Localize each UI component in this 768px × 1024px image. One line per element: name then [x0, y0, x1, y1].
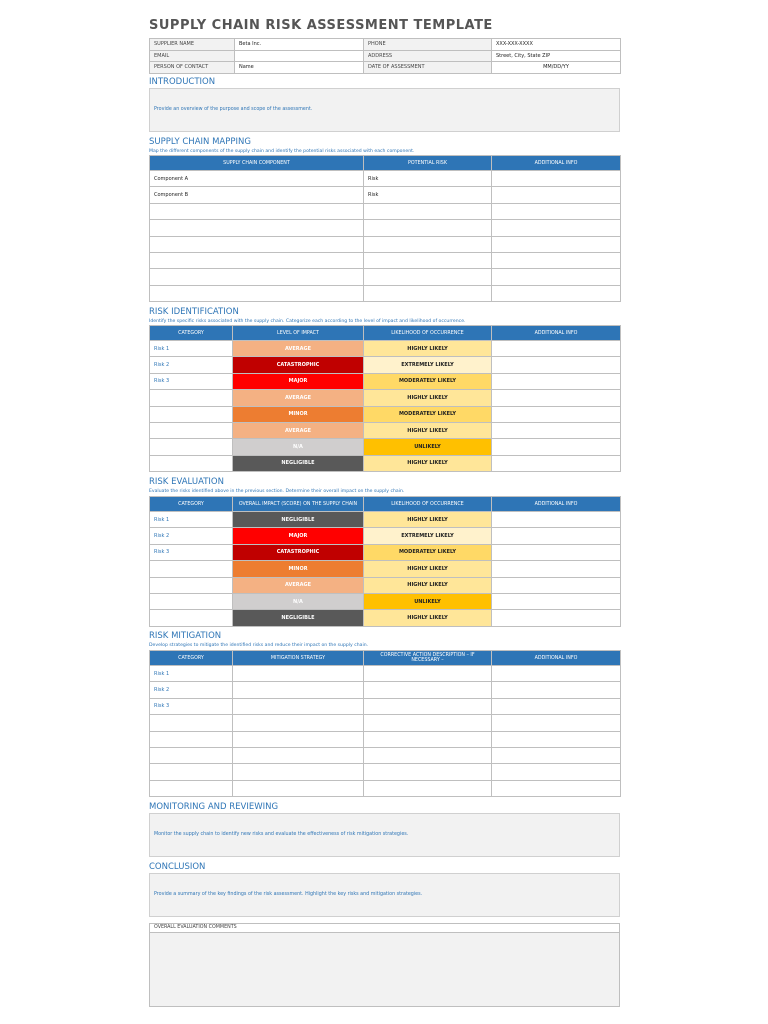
supplier-name-field[interactable]: Beta Inc. [235, 39, 364, 51]
component-cell[interactable]: Component A [150, 171, 364, 187]
column-header: LIKELIHOOD OF OCCURRENCE [364, 326, 492, 341]
info-cell[interactable] [492, 171, 621, 187]
overall-comments-header [150, 924, 619, 933]
category-cell[interactable] [150, 715, 233, 731]
column-header: ADDITIONAL INFO [492, 651, 621, 666]
likelihood-cell[interactable]: HIGHLY LIKELY [364, 422, 492, 438]
strategy-cell[interactable] [233, 666, 364, 682]
introduction-heading: INTRODUCTION [149, 77, 216, 87]
corrective-action-cell[interactable] [364, 731, 492, 747]
category-cell[interactable] [150, 561, 233, 577]
category-cell[interactable]: Risk 2 [150, 357, 233, 373]
table-row [150, 593, 621, 609]
category-cell[interactable]: Risk 2 [150, 528, 233, 544]
monitoring-box[interactable] [149, 813, 620, 857]
info-cell[interactable] [492, 406, 621, 422]
category-cell[interactable] [150, 422, 233, 438]
table-row [150, 666, 621, 682]
category-cell[interactable] [150, 610, 233, 626]
info-cell[interactable] [492, 593, 621, 609]
impact-cell[interactable]: NEGLIGIBLE [233, 512, 364, 528]
category-cell[interactable] [150, 406, 233, 422]
column-header: ADDITIONAL INFO [492, 156, 621, 171]
conclusion-heading: CONCLUSION [149, 862, 206, 872]
table-row [150, 577, 621, 593]
info-cell[interactable] [492, 390, 621, 406]
component-cell[interactable] [150, 236, 364, 252]
likelihood-cell[interactable]: HIGHLY LIKELY [364, 341, 492, 357]
table-row [150, 544, 621, 560]
table-row [150, 715, 621, 731]
column-header: CORRECTIVE ACTION DESCRIPTION – IF NECESSARY – [364, 651, 492, 666]
corrective-action-cell[interactable] [364, 698, 492, 714]
column-header: LEVEL OF IMPACT [233, 326, 364, 341]
info-cell[interactable] [492, 764, 621, 780]
category-cell[interactable] [150, 731, 233, 747]
table-row [150, 747, 621, 763]
table-row [150, 269, 621, 285]
table-row [150, 561, 621, 577]
info-cell[interactable] [492, 341, 621, 357]
risk-cell[interactable]: Risk [364, 187, 492, 203]
info-cell[interactable] [492, 203, 621, 219]
table-row [150, 406, 621, 422]
info-cell[interactable] [492, 236, 621, 252]
info-cell[interactable] [492, 455, 621, 471]
table-row [150, 731, 621, 747]
mitigation-table [149, 650, 621, 797]
corrective-action-cell[interactable] [364, 666, 492, 682]
category-cell[interactable] [150, 780, 233, 796]
info-cell[interactable] [492, 577, 621, 593]
strategy-cell[interactable] [233, 780, 364, 796]
risk-cell[interactable] [364, 203, 492, 219]
likelihood-cell[interactable]: HIGHLY LIKELY [364, 390, 492, 406]
risk-cell[interactable]: Risk [364, 171, 492, 187]
info-cell[interactable] [492, 561, 621, 577]
risk-cell[interactable] [364, 220, 492, 236]
info-cell[interactable] [492, 747, 621, 763]
impact-cell[interactable]: AVERAGE [233, 422, 364, 438]
column-header: SUPPLY CHAIN COMPONENT [150, 156, 364, 171]
table-row [150, 203, 621, 219]
evaluation-heading: RISK EVALUATION [149, 477, 224, 487]
impact-cell[interactable]: MAJOR [233, 373, 364, 389]
info-cell[interactable] [492, 610, 621, 626]
likelihood-cell[interactable]: HIGHLY LIKELY [364, 512, 492, 528]
column-header: CATEGORY [150, 651, 233, 666]
risk-cell[interactable] [364, 269, 492, 285]
table-row [150, 357, 621, 373]
risk-cell[interactable] [364, 285, 492, 301]
identification-subtitle: Identify the specific risks associated with the supply chain. Categorize each according to the level of impact and likelihood of occurrence. [149, 319, 466, 324]
corrective-action-cell[interactable] [364, 747, 492, 763]
impact-cell[interactable]: N/A [233, 593, 364, 609]
risk-cell[interactable] [364, 236, 492, 252]
table-row [150, 610, 621, 626]
risk-cell[interactable] [364, 252, 492, 268]
table-row [150, 698, 621, 714]
introduction-text: Provide an overview of the purpose and scope of the assessment. [154, 107, 313, 112]
strategy-cell[interactable] [233, 698, 364, 714]
mapping-table [149, 155, 621, 302]
column-header: ADDITIONAL INFO [492, 497, 621, 512]
contact-label: PERSON OF CONTACT [150, 62, 235, 74]
strategy-cell[interactable] [233, 764, 364, 780]
likelihood-cell[interactable]: EXTREMELY LIKELY [364, 528, 492, 544]
component-cell[interactable] [150, 252, 364, 268]
introduction-box[interactable] [149, 88, 620, 132]
impact-cell[interactable]: CATASTROPHIC [233, 544, 364, 560]
evaluation-subtitle: Evaluate the risks identified above in the previous section. Determine their overall impact on the supply chain. [149, 489, 405, 494]
email-label: EMAIL [150, 50, 235, 62]
component-cell[interactable] [150, 203, 364, 219]
category-cell[interactable]: Risk 1 [150, 341, 233, 357]
likelihood-cell[interactable]: HIGHLY LIKELY [364, 610, 492, 626]
info-cell[interactable] [492, 715, 621, 731]
corrective-action-cell[interactable] [364, 780, 492, 796]
date-label: DATE OF ASSESSMENT [364, 62, 492, 74]
strategy-cell[interactable] [233, 731, 364, 747]
component-cell[interactable]: Component B [150, 187, 364, 203]
category-cell[interactable] [150, 577, 233, 593]
component-cell[interactable] [150, 285, 364, 301]
table-row [150, 455, 621, 471]
info-cell[interactable] [492, 682, 621, 698]
info-cell[interactable] [492, 269, 621, 285]
corrective-action-cell[interactable] [364, 715, 492, 731]
identification-heading: RISK IDENTIFICATION [149, 307, 239, 317]
evaluation-table [149, 496, 621, 627]
phone-label: PHONE [364, 39, 492, 51]
info-cell[interactable] [492, 528, 621, 544]
impact-cell[interactable]: NEGLIGIBLE [233, 610, 364, 626]
table-row [150, 341, 621, 357]
likelihood-cell[interactable]: UNLIKELY [364, 439, 492, 455]
table-row [150, 764, 621, 780]
category-cell[interactable]: Risk 1 [150, 512, 233, 528]
column-header: POTENTIAL RISK [364, 156, 492, 171]
impact-cell[interactable]: AVERAGE [233, 577, 364, 593]
component-cell[interactable] [150, 220, 364, 236]
category-cell[interactable]: Risk 3 [150, 544, 233, 560]
phone-field[interactable]: XXX-XXX-XXXX [492, 39, 621, 51]
corrective-action-cell[interactable] [364, 764, 492, 780]
table-row [150, 236, 621, 252]
contact-field[interactable]: Name [235, 62, 364, 74]
category-cell[interactable]: Risk 2 [150, 682, 233, 698]
table-row [150, 682, 621, 698]
column-header: MITIGATION STRATEGY [233, 651, 364, 666]
info-cell[interactable] [492, 731, 621, 747]
table-row [150, 285, 621, 301]
table-row [150, 171, 621, 187]
info-cell[interactable] [492, 357, 621, 373]
category-cell[interactable]: Risk 3 [150, 373, 233, 389]
info-cell[interactable] [492, 285, 621, 301]
mitigation-subtitle: Develop strategies to mitigate the identified risks and reduce their impact on the supply chain. [149, 643, 369, 648]
info-cell[interactable] [492, 666, 621, 682]
info-cell[interactable] [492, 698, 621, 714]
info-cell[interactable] [492, 422, 621, 438]
column-header: LIKELIHOOD OF OCCURRENCE [364, 497, 492, 512]
column-header: CATEGORY [150, 497, 233, 512]
table-row [150, 373, 621, 389]
table-row [150, 390, 621, 406]
component-cell[interactable] [150, 269, 364, 285]
supplier-name-label: SUPPLIER NAME [150, 39, 235, 51]
category-cell[interactable] [150, 439, 233, 455]
likelihood-cell[interactable]: MODERATELY LIKELY [364, 406, 492, 422]
likelihood-cell[interactable]: UNLIKELY [364, 593, 492, 609]
info-cell[interactable] [492, 544, 621, 560]
table-row [150, 187, 621, 203]
supplier-info-table [149, 38, 621, 74]
identification-table [149, 325, 621, 472]
column-header: ADDITIONAL INFO [492, 326, 621, 341]
info-cell[interactable] [492, 512, 621, 528]
category-cell[interactable] [150, 455, 233, 471]
table-row [150, 439, 621, 455]
table-row [150, 220, 621, 236]
likelihood-cell[interactable]: HIGHLY LIKELY [364, 577, 492, 593]
impact-cell[interactable]: N/A [233, 439, 364, 455]
monitoring-heading: MONITORING AND REVIEWING [149, 802, 279, 812]
monitoring-text: Monitor the supply chain to identify new risks and evaluate the effectiveness of risk mitigation strategies. [154, 832, 409, 837]
impact-cell[interactable]: AVERAGE [233, 341, 364, 357]
column-header: CATEGORY [150, 326, 233, 341]
likelihood-cell[interactable]: MODERATELY LIKELY [364, 544, 492, 560]
impact-cell[interactable]: MAJOR [233, 528, 364, 544]
page-title: SUPPLY CHAIN RISK ASSESSMENT TEMPLATE [149, 18, 493, 33]
overall-comments-box[interactable] [149, 923, 620, 1007]
likelihood-cell[interactable]: HIGHLY LIKELY [364, 455, 492, 471]
impact-cell[interactable]: NEGLIGIBLE [233, 455, 364, 471]
conclusion-text: Provide a summary of the key findings of the risk assessment. Highlight the key risks and mitigation strategies. [154, 892, 423, 897]
mapping-subtitle: Map the different components of the supply chain and identify the potential risks associated with each component. [149, 149, 415, 154]
impact-cell[interactable]: MINOR [233, 561, 364, 577]
strategy-cell[interactable] [233, 715, 364, 731]
address-label: ADDRESS [364, 50, 492, 62]
strategy-cell[interactable] [233, 747, 364, 763]
corrective-action-cell[interactable] [364, 682, 492, 698]
info-cell[interactable] [492, 187, 621, 203]
table-row [150, 512, 621, 528]
category-cell[interactable]: Risk 1 [150, 666, 233, 682]
likelihood-cell[interactable]: MODERATELY LIKELY [364, 373, 492, 389]
email-field[interactable] [235, 50, 364, 62]
likelihood-cell[interactable]: HIGHLY LIKELY [364, 561, 492, 577]
info-cell[interactable] [492, 373, 621, 389]
info-cell[interactable] [492, 780, 621, 796]
date-field[interactable]: MM/DD/YY [492, 62, 621, 74]
category-cell[interactable] [150, 747, 233, 763]
column-header: OVERALL IMPACT (SCORE) ON THE SUPPLY CHAIN [233, 497, 364, 512]
mitigation-heading: RISK MITIGATION [149, 631, 222, 641]
conclusion-box[interactable] [149, 873, 620, 917]
address-field[interactable]: Street, City, State ZIP [492, 50, 621, 62]
info-cell[interactable] [492, 439, 621, 455]
mapping-heading: SUPPLY CHAIN MAPPING [149, 137, 251, 147]
impact-cell[interactable]: AVERAGE [233, 390, 364, 406]
likelihood-cell[interactable]: EXTREMELY LIKELY [364, 357, 492, 373]
strategy-cell[interactable] [233, 682, 364, 698]
info-cell[interactable] [492, 220, 621, 236]
impact-cell[interactable]: CATASTROPHIC [233, 357, 364, 373]
category-cell[interactable] [150, 764, 233, 780]
table-row [150, 780, 621, 796]
category-cell[interactable] [150, 390, 233, 406]
table-row [150, 528, 621, 544]
impact-cell[interactable]: MINOR [233, 406, 364, 422]
table-row [150, 252, 621, 268]
info-cell[interactable] [492, 252, 621, 268]
category-cell[interactable]: Risk 3 [150, 698, 233, 714]
category-cell[interactable] [150, 593, 233, 609]
table-row [150, 422, 621, 438]
overall-comments-label: OVERALL EVALUATION COMMENTS [154, 925, 237, 930]
